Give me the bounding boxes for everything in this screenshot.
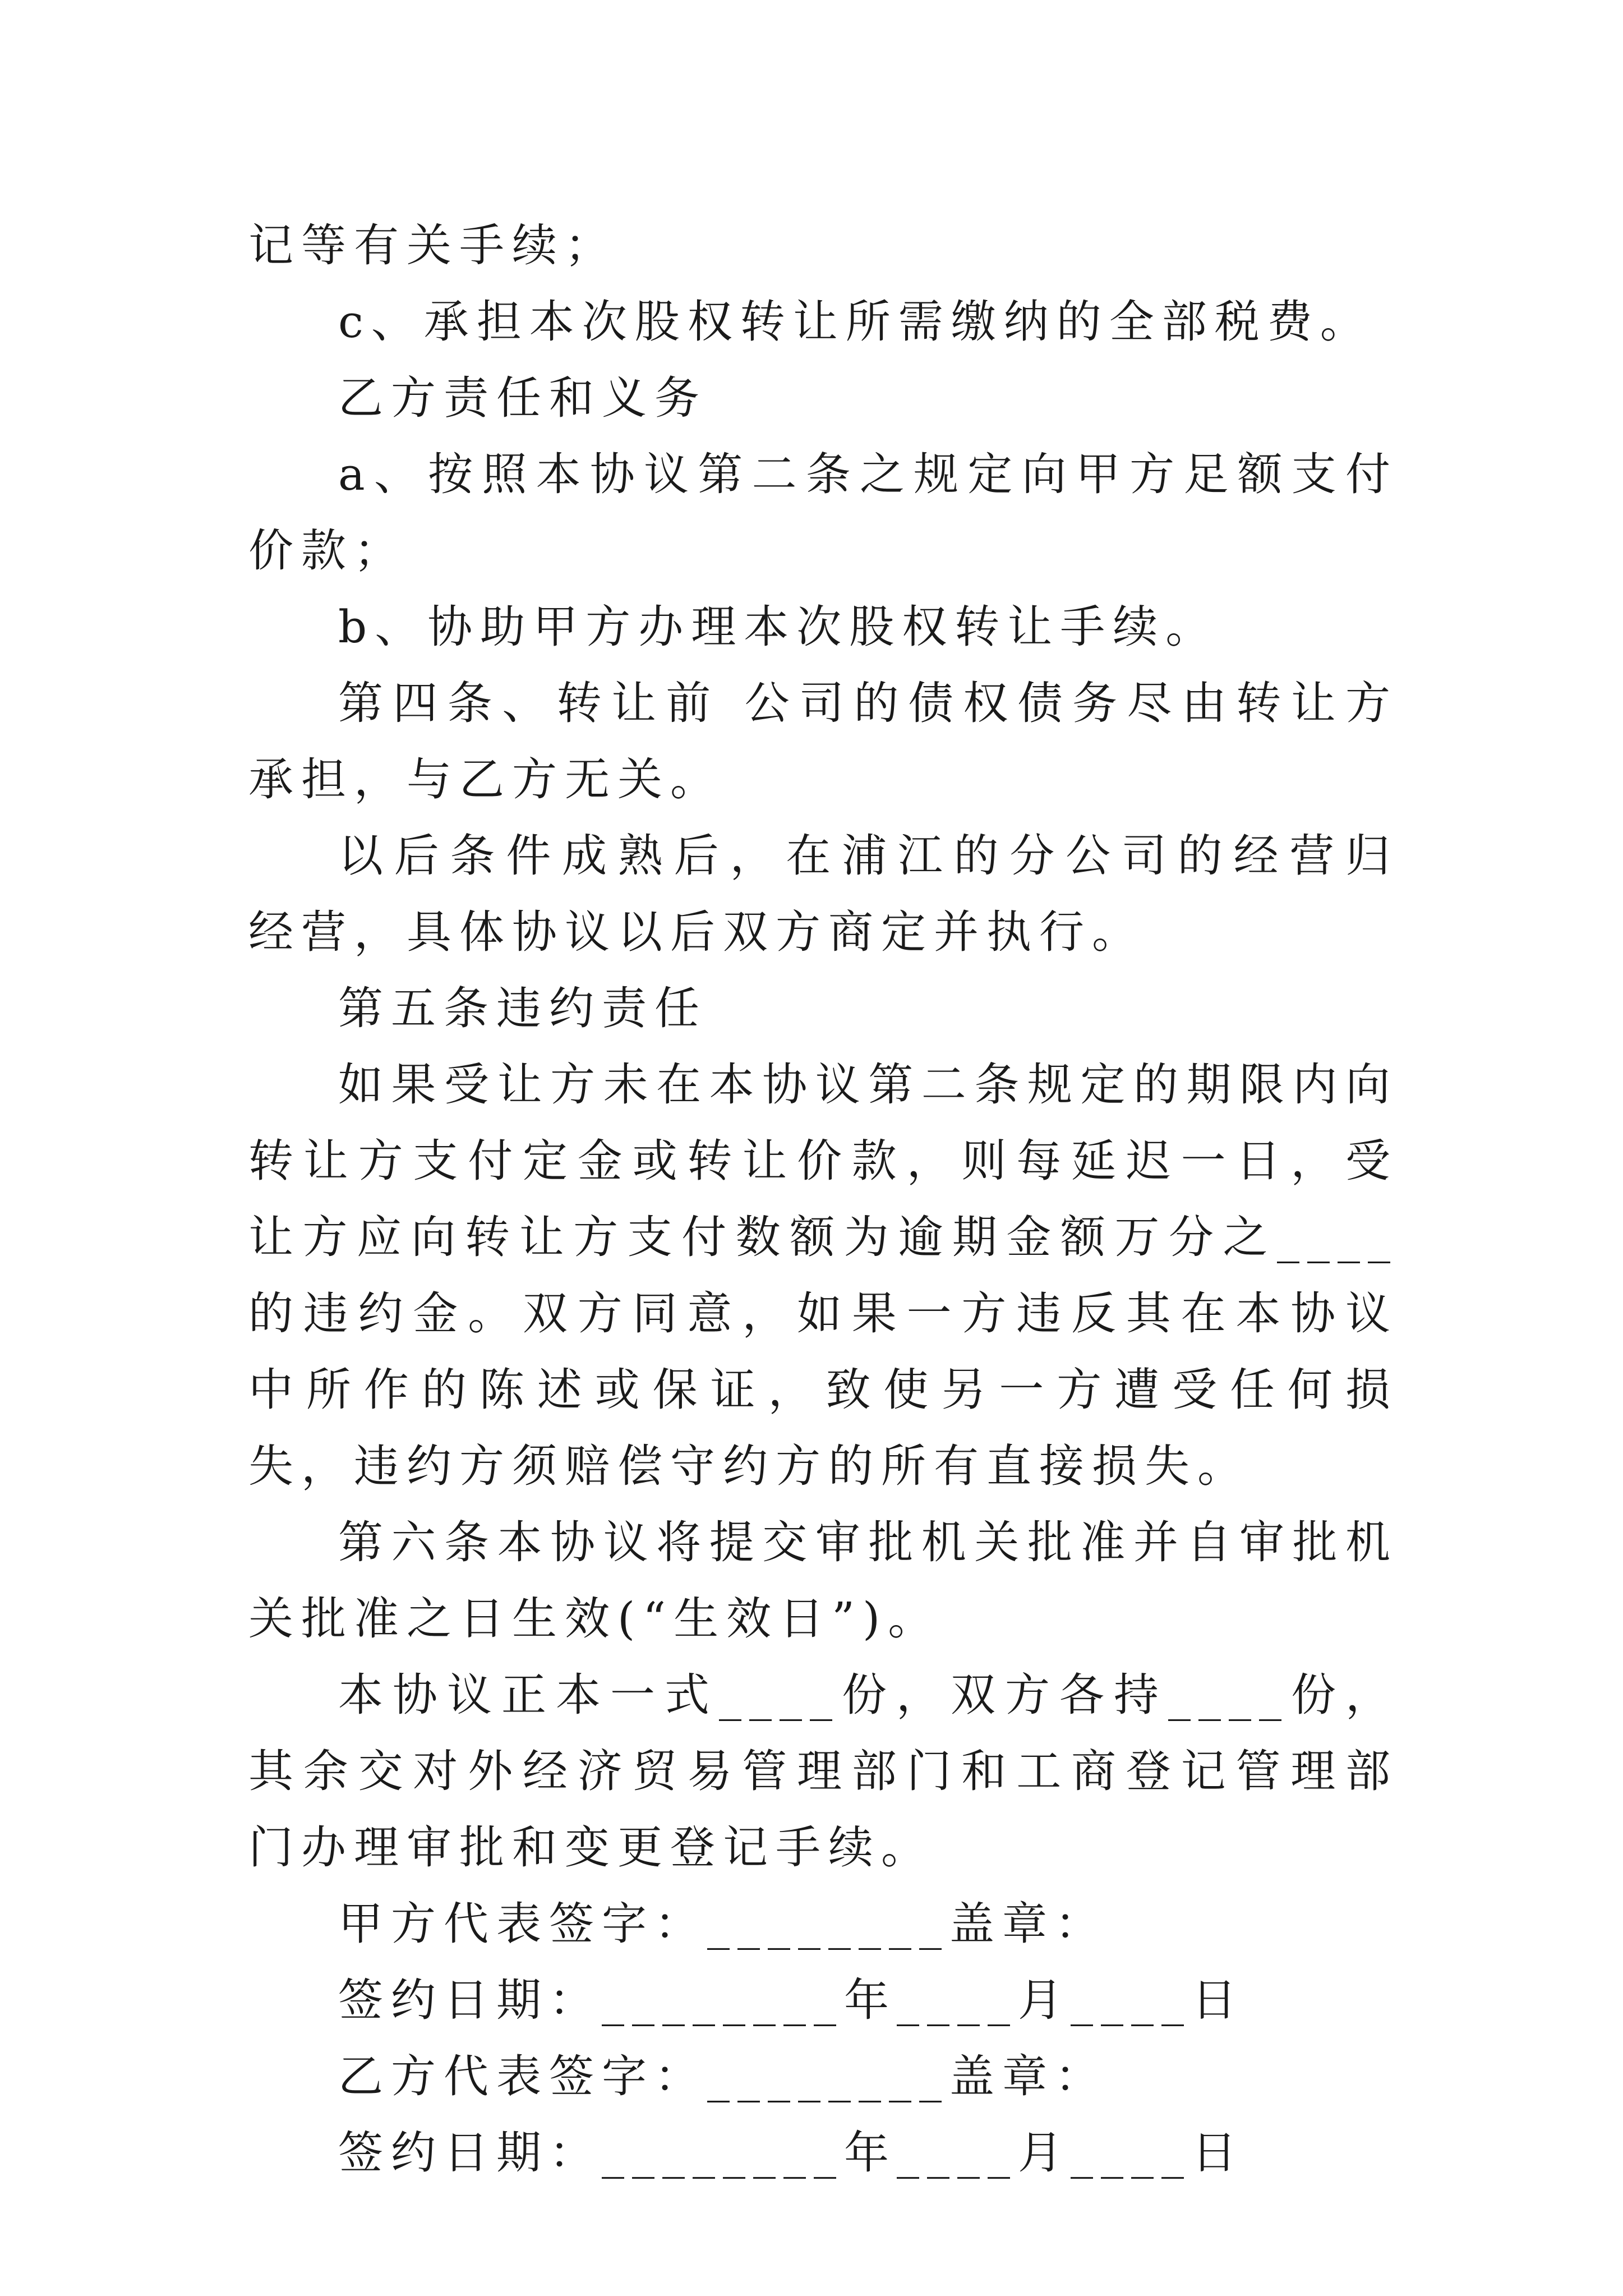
paragraph-clause-c-taxes: c、承担本次股权转让所需缴纳的全部税费。 <box>338 296 1373 348</box>
paragraph-clause-b-assist: b、协助甲方办理本次股权转让手续。 <box>338 601 1219 653</box>
paragraph-branch-note: 以后条件成熟后，在浦江的分公司的经营归 经营，具体协议以后双方商定并执行。 <box>248 830 1421 958</box>
party-a-date-line: 签约日期：________年____月____日 <box>338 1974 1244 2026</box>
paragraph-continued-procedures: 记等有关手续； <box>248 219 617 272</box>
paragraph-clause-a-payment: a、按照本协议第二条之规定向甲方足额支付价款； <box>248 448 1398 577</box>
paragraph-article-5-body: 如果受让方未在本协议第二条规定的期限内向转让方支付定金或转让价款，则每延迟一日，受让方应向转让方支付数额为逾期金额万分之____的违约金。双方同意，如果一方违反其在本协议中所作的陈述或保证，致使另一方遭受任何损失，违约方须赔偿守约方的所有直接损失。 <box>248 1059 1398 1492</box>
article-5-heading: 第五条违约责任 <box>338 982 707 1034</box>
paragraph-copies: 本协议正本一式____份，双方各持____份，其余交对外经济贸易管理部门和工商登记管理部门办理审批和变更登记手续。 <box>248 1669 1398 1874</box>
party-b-duties-heading: 乙方责任和义务 <box>338 372 707 424</box>
party-b-signature-line: 乙方代表签字：________盖章： <box>338 2050 1108 2102</box>
document-body <box>248 208 1421 2191</box>
paragraph-article-6: 第六条本协议将提交审批机关批准并自审批机关批准之日生效(“生效日”)。 <box>248 1516 1398 1645</box>
paragraph-article-4: 第四条、转让前 公司的债权债务尽由转让方承担，与乙方无关。 <box>248 677 1398 806</box>
party-a-signature-line: 甲方代表签字：________盖章： <box>338 1898 1108 1950</box>
party-b-date-line: 签约日期：________年____月____日 <box>338 2127 1244 2179</box>
